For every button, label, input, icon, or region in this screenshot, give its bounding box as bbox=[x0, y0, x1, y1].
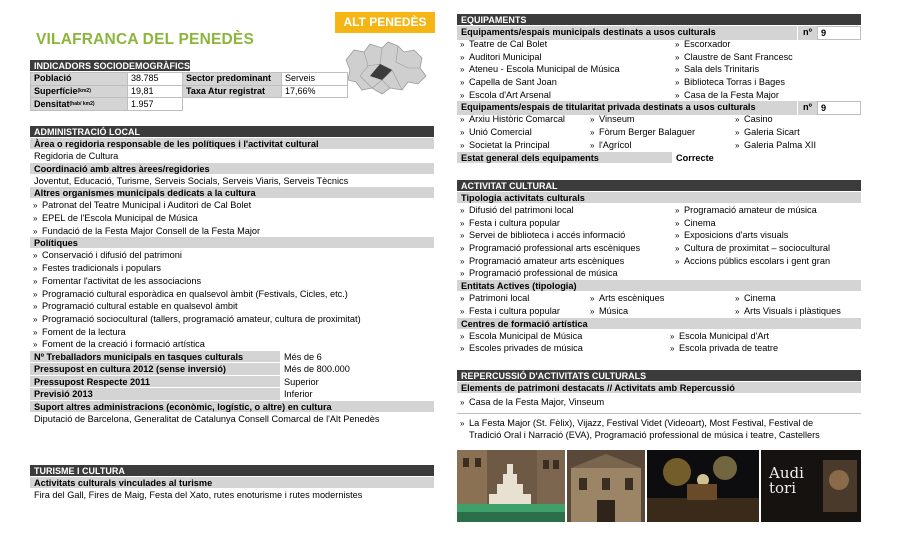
list-item: » Cinema bbox=[732, 292, 857, 305]
list-item: » Sala dels Trinitaris bbox=[672, 63, 857, 76]
indicators-block bbox=[30, 60, 434, 111]
forecast-label: Previsió 2013 bbox=[30, 388, 280, 400]
impact-subtitle: Elements de patrimoni destacats // Activitats amb Repercussió bbox=[457, 382, 861, 394]
bullet-icon: » bbox=[460, 256, 465, 266]
indicators-table bbox=[30, 72, 348, 111]
list-item: » Escola Municipal d'Art bbox=[667, 330, 861, 343]
equipments-state-row bbox=[457, 152, 861, 165]
bullet-icon: » bbox=[675, 256, 680, 266]
support-title: Suport altres administracions (econòmic, logístic, o altre) en cultura bbox=[30, 401, 434, 413]
list-item: » Escola d'Art Arsenal bbox=[457, 89, 672, 102]
active-entities-title: Entitats Actives (tipologia) bbox=[457, 280, 861, 292]
bullet-icon: » bbox=[735, 115, 740, 125]
list-item: » Foment de la lectura bbox=[30, 326, 434, 339]
bullet-icon: » bbox=[460, 140, 465, 150]
active-entities-list bbox=[457, 292, 861, 317]
photo-strip bbox=[457, 450, 861, 522]
admin-section-header: ADMINISTRACIÓ LOCAL bbox=[30, 126, 434, 138]
tourism-subtitle: Activitats culturals vinculades al turisme bbox=[30, 477, 434, 489]
municipal-equipments-title: Equipaments/espais municipals destinats a usos culturals bbox=[457, 26, 797, 40]
bullet-icon: » bbox=[460, 218, 465, 228]
equipments-section-header: EQUIPAMENTS bbox=[457, 14, 861, 26]
unemployment-label: Taxa Atur registrat bbox=[183, 85, 282, 98]
area-responsible-title: Àrea o regidoria responsable de les polítiques i l'activitat cultural bbox=[30, 138, 434, 150]
policies-list bbox=[30, 249, 434, 351]
bullet-icon: » bbox=[460, 331, 465, 341]
bullet-icon: » bbox=[33, 340, 38, 350]
list-item: » Programació cultural esporàdica en qualsevol àmbit (Festivals, Cicles, etc.) bbox=[30, 288, 434, 301]
count-label: nº bbox=[797, 26, 817, 40]
list-item: » Casino bbox=[732, 113, 857, 126]
bullet-icon: » bbox=[670, 344, 675, 354]
bullet-icon: » bbox=[33, 314, 38, 324]
bullet-icon: » bbox=[33, 302, 38, 312]
list-item: » Escola Municipal de Música bbox=[457, 330, 667, 343]
list-item: » Escoles privades de música bbox=[457, 342, 667, 355]
budget-compare-label: Pressupost Respecte 2011 bbox=[30, 376, 280, 388]
budget-value: Més de 800.000 bbox=[284, 364, 350, 375]
list-item: » Patronat del Teatre Municipal i Auditori de Cal Bolet bbox=[30, 199, 434, 212]
impact-activities-line-1: La Festa Major (St. Fèlix), Vijazz, Festival Videt (Videoart), Most Festival, Festival de bbox=[469, 417, 814, 428]
forecast-row bbox=[30, 388, 434, 401]
bullet-icon: » bbox=[460, 344, 465, 354]
bullet-icon: » bbox=[33, 251, 38, 261]
heritage-highlights: Casa de la Festa Major, Vinseum bbox=[469, 397, 605, 407]
bullet-icon: » bbox=[675, 40, 680, 49]
policies-title: Polítiques bbox=[30, 237, 434, 249]
bullet-icon: » bbox=[460, 231, 465, 241]
building-photo bbox=[567, 450, 645, 522]
list-item: » Festa i cultura popular bbox=[457, 305, 587, 318]
budget-row bbox=[30, 363, 434, 376]
impact-activities-line-2: Tradició Oral i Narració (EVA), Programació professional de música i teatre, Castellers bbox=[469, 430, 820, 441]
bullet-icon: » bbox=[675, 231, 680, 241]
list-item: » Arts Visuals i plàstiques bbox=[732, 305, 857, 318]
bullet-icon: » bbox=[460, 115, 465, 125]
private-equipments-count: 9 bbox=[817, 101, 861, 115]
bullet-icon: » bbox=[675, 65, 680, 75]
poster-text: Audi tori bbox=[769, 464, 804, 497]
municipal-equipments-count: 9 bbox=[817, 26, 861, 40]
area-value: 19,81 bbox=[128, 85, 183, 98]
bullet-icon: » bbox=[33, 327, 38, 337]
list-item: » Música bbox=[587, 305, 732, 318]
list-item: » Fomentar l'activitat de les associacions bbox=[30, 275, 434, 288]
fireworks-photo bbox=[647, 450, 759, 522]
list-item: » Cultura de proximitat – sociocultural bbox=[672, 242, 857, 255]
activity-types-list bbox=[457, 204, 861, 280]
bullet-icon: » bbox=[675, 244, 680, 254]
bullet-icon: » bbox=[460, 294, 465, 304]
list-item: » Escorxador bbox=[672, 38, 857, 51]
equipments-state-label: Estat general dels equipaments bbox=[457, 152, 672, 164]
impact-section-header: REPERCUSSIÓ D'ACTIVITATS CULTURALS bbox=[457, 370, 861, 382]
list-item: » Programació cultural estable en qualsevol àmbit bbox=[30, 300, 434, 313]
bullet-icon: » bbox=[460, 52, 465, 62]
list-item: » Societat la Principal bbox=[457, 139, 587, 152]
bullet-icon: » bbox=[33, 276, 38, 286]
bullet-icon: » bbox=[33, 201, 38, 211]
private-equipments-list bbox=[457, 113, 861, 151]
list-item: » Servei de biblioteca i accés informació bbox=[457, 229, 672, 242]
list-item: » Galeria Palma XII bbox=[732, 139, 857, 152]
list-item: » Programació sociocultural (tallers, programació amateur, cultura de proximitat) bbox=[30, 313, 434, 326]
unemployment-value: 17,66% bbox=[282, 85, 348, 98]
list-item: » Conservació i difusió del patrimoni bbox=[30, 249, 434, 262]
bullet-icon: » bbox=[33, 264, 38, 274]
list-item: » Unió Comercial bbox=[457, 126, 587, 139]
bullet-icon: » bbox=[735, 140, 740, 150]
list-item bbox=[457, 396, 861, 409]
divider bbox=[457, 413, 861, 414]
sector-value: Serveis bbox=[282, 73, 348, 86]
budget-compare-row bbox=[30, 376, 434, 389]
bullet-icon: » bbox=[460, 40, 465, 49]
budget-label: Pressupost en cultura 2012 (sense inversió) bbox=[30, 363, 280, 375]
indicators-section-header: INDICADORS SOCIODEMOGRÀFICS bbox=[30, 60, 190, 72]
area-unit: (km2) bbox=[77, 88, 91, 95]
region-badge: ALT PENEDÈS bbox=[335, 12, 435, 33]
workers-value: Més de 6 bbox=[284, 351, 322, 362]
bullet-icon: » bbox=[675, 218, 680, 228]
bullet-icon: » bbox=[460, 65, 465, 75]
bullet-icon: » bbox=[460, 90, 465, 100]
bullet-icon: » bbox=[735, 128, 740, 138]
sector-label: Sector predominant bbox=[183, 73, 282, 86]
list-item: » Escola privada de teatre bbox=[667, 342, 861, 355]
support-value: Diputació de Barcelona, Generalitat de Catalunya Consell Comarcal de l'Alt Penedès bbox=[34, 413, 380, 424]
list-item: » EPEL de l'Escola Municipal de Música bbox=[30, 212, 434, 225]
auditori-poster bbox=[761, 450, 861, 522]
list-item: » Claustre de Sant Francesc bbox=[672, 51, 857, 64]
municipal-equipments-header bbox=[457, 26, 861, 38]
bullet-icon: » bbox=[590, 128, 595, 138]
bullet-icon: » bbox=[675, 78, 680, 88]
castellers-photo bbox=[457, 450, 565, 522]
training-centres-title: Centres de formació artística bbox=[457, 318, 861, 330]
list-item: » Festa i cultura popular bbox=[457, 217, 672, 230]
forecast-value: Inferior bbox=[284, 389, 313, 400]
area-label: Superfície$^{(km2)}$ bbox=[31, 85, 128, 98]
list-item: » Foment de la creació i formació artística bbox=[30, 338, 434, 351]
list-item: » Exposicions d'arts visuals bbox=[672, 229, 857, 242]
bullet-icon: » bbox=[735, 294, 740, 304]
equipments-block bbox=[457, 14, 861, 164]
workers-row bbox=[30, 351, 434, 364]
list-item: » Biblioteca Torras i Bages bbox=[672, 76, 857, 89]
list-item: » Cinema bbox=[672, 217, 857, 230]
municipality-title: VILAFRANCA DEL PENEDÈS bbox=[36, 31, 254, 48]
list-item: » Capella de Sant Joan bbox=[457, 76, 672, 89]
list-item: » Difusió del patrimoni local bbox=[457, 204, 672, 217]
list-item: » Fòrum Berger Balaguer bbox=[587, 126, 732, 139]
population-value: 38.785 bbox=[128, 73, 183, 86]
list-item: » l'Agrícol bbox=[587, 139, 732, 152]
bullet-icon: » bbox=[675, 52, 680, 62]
density-unit: (hab/ km2) bbox=[69, 100, 95, 107]
population-label: Població bbox=[31, 73, 128, 86]
list-item: » Casa de la Festa Major bbox=[672, 89, 857, 102]
density-label: Densitat$^{(hab/ km2)}$ bbox=[31, 98, 128, 111]
list-item: » Festes tradicionals i populars bbox=[30, 262, 434, 275]
bullet-icon: » bbox=[735, 306, 740, 316]
organisms-title: Altres organismes municipals dedicats a la cultura bbox=[30, 187, 434, 199]
list-item: » Accions públics escolars i gent gran bbox=[672, 255, 857, 268]
municipal-equipments-list bbox=[457, 38, 861, 101]
list-item: » Arts escèniques bbox=[587, 292, 732, 305]
list-item: » Galeria Sicart bbox=[732, 126, 857, 139]
bullet-icon: » bbox=[460, 306, 465, 316]
list-item: » Arxiu Històric Comarcal bbox=[457, 113, 587, 126]
admin-block bbox=[30, 126, 434, 426]
budget-compare-value: Superior bbox=[284, 376, 319, 387]
bullet-icon: » bbox=[33, 214, 38, 224]
list-item: » Patrimoni local bbox=[457, 292, 587, 305]
bullet-icon: » bbox=[33, 289, 38, 299]
equipments-state-value: Correcte bbox=[676, 152, 714, 163]
bullet-icon: » bbox=[460, 78, 465, 88]
list-item: » Programació amateur arts escèniques bbox=[457, 255, 672, 268]
bullet-icon: » bbox=[460, 269, 465, 279]
bullet-icon: » bbox=[675, 90, 680, 100]
tourism-section-header: TURISME I CULTURA bbox=[30, 465, 434, 477]
list-item: » Programació professional de música bbox=[457, 267, 672, 280]
activity-section-header: ACTIVITAT CULTURAL bbox=[457, 180, 861, 192]
list-item: » Programació amateur de música bbox=[672, 204, 857, 217]
impact-block bbox=[457, 370, 861, 442]
private-equipments-title: Equipaments/espais de titularitat privada destinats a usos culturals bbox=[457, 101, 797, 115]
tourism-value: Fira del Gall, Fires de Maig, Festa del Xato, rutes enoturisme i rutes modernistes bbox=[34, 490, 363, 500]
bullet-icon: » bbox=[590, 306, 595, 316]
count-label: nº bbox=[797, 101, 817, 115]
area-responsible-value: Regidoria de Cultura bbox=[34, 151, 119, 161]
list-item: » Vinseum bbox=[587, 113, 732, 126]
bullet-icon: » bbox=[590, 294, 595, 304]
list-item: » Auditori Municipal bbox=[457, 51, 672, 64]
organisms-list bbox=[30, 199, 434, 237]
list-item: » Ateneu - Escola Municipal de Música bbox=[457, 63, 672, 76]
bullet-icon: » bbox=[590, 140, 595, 150]
private-equipments-header bbox=[457, 101, 861, 113]
list-item: » Teatre de Cal Bolet bbox=[457, 38, 672, 51]
coordination-value: Joventut, Educació, Turisme, Serveis Socials, Serveis Viaris, Serveis Tècnics bbox=[34, 175, 349, 186]
bullet-icon: » bbox=[460, 128, 465, 138]
workers-label: Nº Treballadors municipals en tasques culturals bbox=[30, 351, 280, 363]
bullet-icon: » bbox=[675, 206, 680, 215]
list-item bbox=[457, 417, 861, 430]
bullet-icon: » bbox=[590, 115, 595, 125]
bullet-icon: » bbox=[33, 226, 38, 236]
list-item: » Fundació de la Festa Major Consell de la Festa Major bbox=[30, 225, 434, 238]
bullet-icon: » bbox=[460, 244, 465, 254]
bullet-icon: » bbox=[460, 398, 465, 407]
bullet-icon: » bbox=[670, 331, 675, 341]
bullet-icon: » bbox=[460, 206, 465, 215]
tourism-block bbox=[30, 465, 434, 502]
bullet-icon: » bbox=[460, 418, 465, 428]
density-value: 1.957 bbox=[128, 98, 183, 111]
coordination-title: Coordinació amb altres àrees/regidories bbox=[30, 163, 434, 175]
activity-block bbox=[457, 180, 861, 355]
activity-types-title: Tipologia activitats culturals bbox=[457, 192, 861, 204]
list-item: » Programació professional arts escèniques bbox=[457, 242, 672, 255]
training-centres-list bbox=[457, 330, 861, 355]
